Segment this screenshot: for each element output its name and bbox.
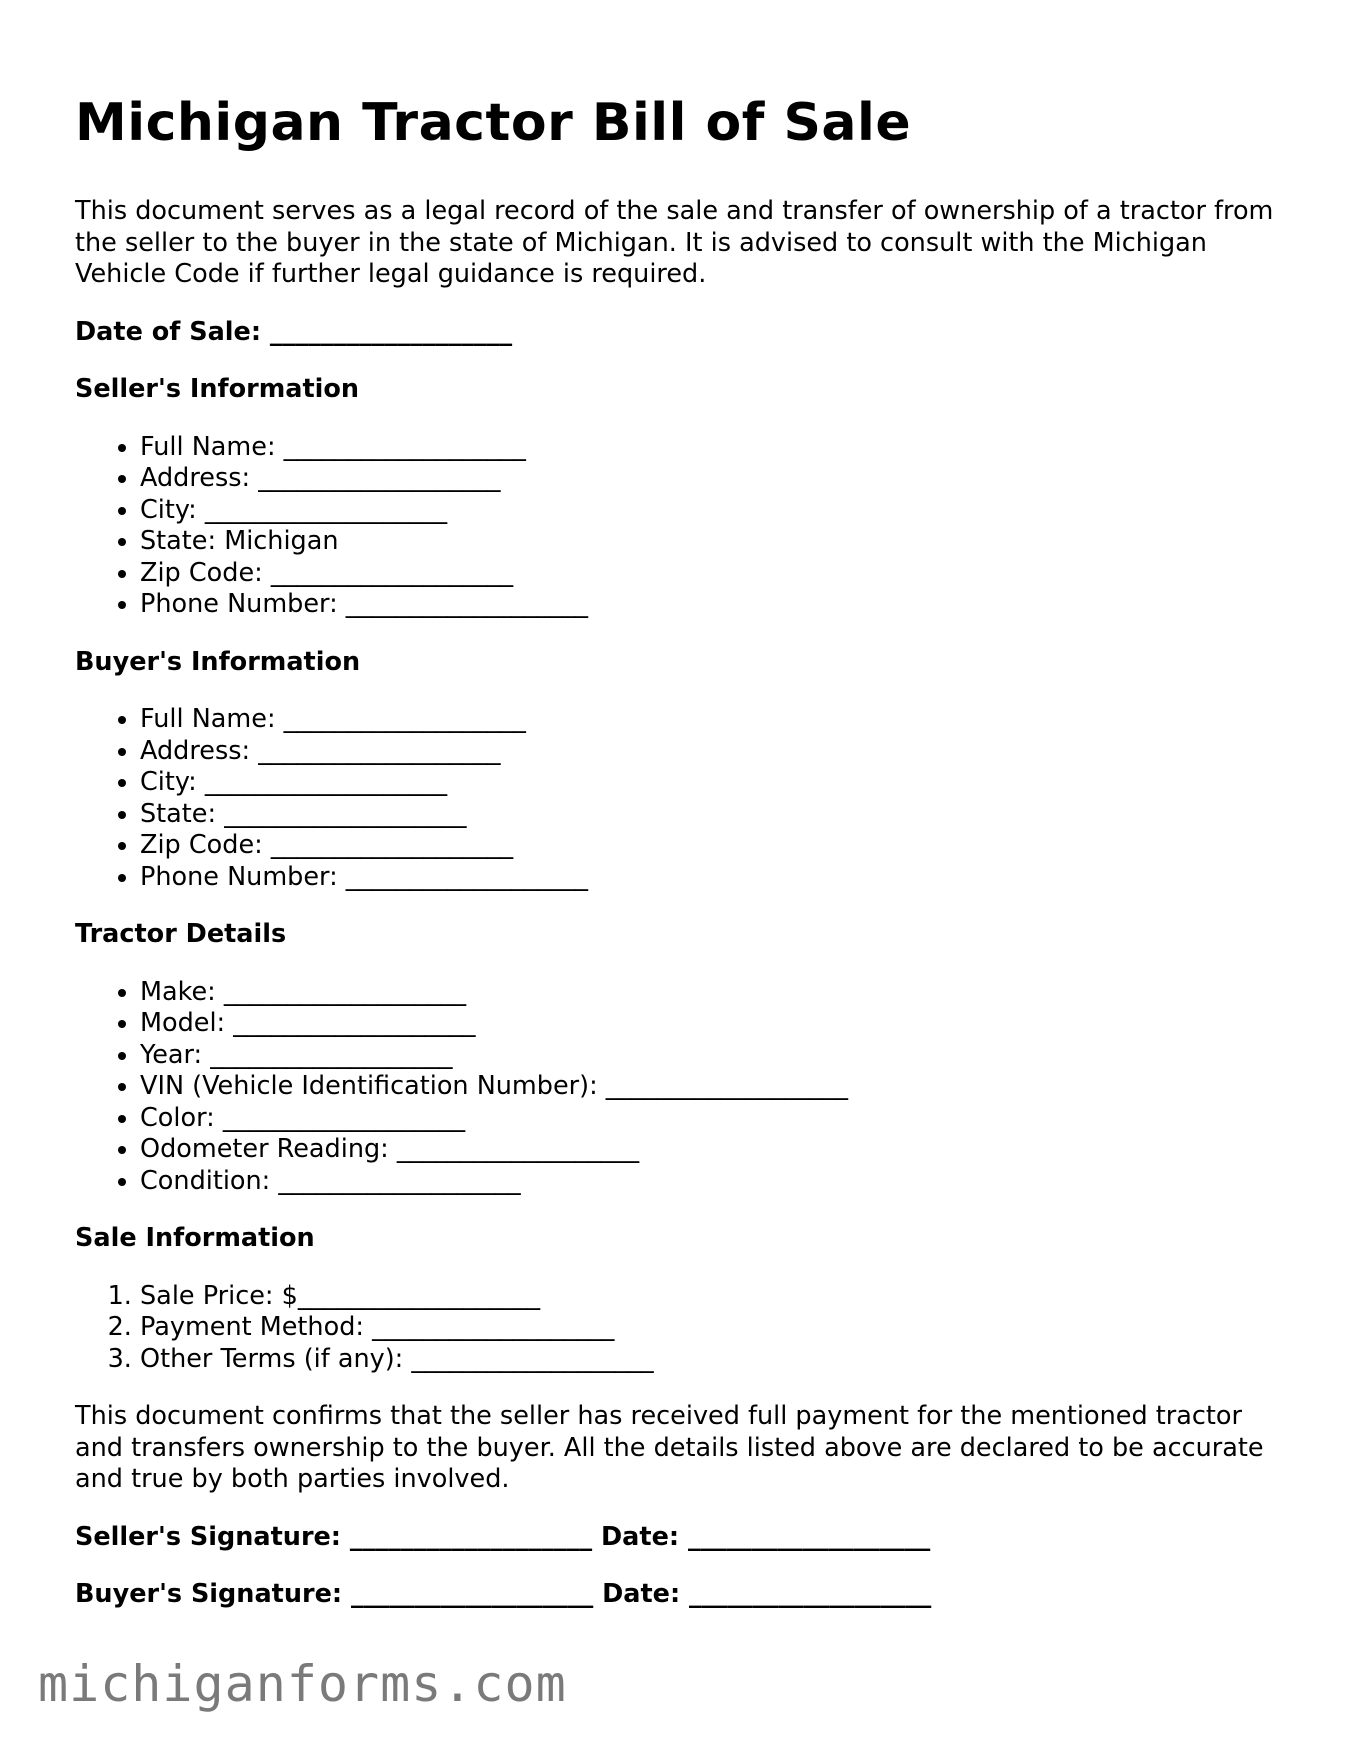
closing-paragraph: This document confirms that the seller has received full payment for the mentioned tractor and transfers ownership to the buyer. All the details listed above are declared to be accurate and true by both parties involved. bbox=[75, 1401, 1264, 1495]
seller-list bbox=[75, 432, 1275, 621]
intro-paragraph: This document serves as a legal record of the sale and transfer of ownership of a tractor from the seller to the buyer in the state of Michigan. It is advised to consult with the Michigan Vehicle Code if further legal guidance is required. bbox=[75, 196, 1274, 290]
page-title: Michigan Tractor Bill of Sale bbox=[75, 93, 912, 153]
other-terms-field[interactable]: 3. Other Terms (if any): ___________________ bbox=[140, 1344, 1275, 1376]
seller-heading: Seller's Information bbox=[75, 374, 360, 405]
seller-zip-field[interactable]: • Zip Code: ___________________ bbox=[140, 558, 1275, 590]
seller-phone-field[interactable]: • Phone Number: ___________________ bbox=[140, 589, 1275, 621]
document-page bbox=[75, 92, 1275, 1611]
buyer-phone-field[interactable]: • Phone Number: ___________________ bbox=[140, 862, 1275, 894]
tractor-year-field[interactable]: • Year: ___________________ bbox=[140, 1040, 1275, 1072]
date-of-sale-field[interactable]: Date of Sale: ___________________ bbox=[75, 316, 513, 347]
buyer-city-field[interactable]: • City: ___________________ bbox=[140, 767, 1275, 799]
buyer-list bbox=[75, 704, 1275, 893]
tractor-condition-field[interactable]: • Condition: ___________________ bbox=[140, 1166, 1275, 1198]
tractor-model-field[interactable]: • Model: ___________________ bbox=[140, 1008, 1275, 1040]
seller-state-field: • State: Michigan bbox=[140, 526, 1275, 558]
tractor-make-field[interactable]: • Make: ___________________ bbox=[140, 977, 1275, 1009]
seller-city-field[interactable]: • City: ___________________ bbox=[140, 495, 1275, 527]
buyer-signature-line[interactable]: Buyer's Signature: ___________________ Date: ___________________ bbox=[75, 1579, 932, 1610]
tractor-odometer-field[interactable]: • Odometer Reading: ___________________ bbox=[140, 1134, 1275, 1166]
tractor-color-field[interactable]: • Color: ___________________ bbox=[140, 1103, 1275, 1135]
tractor-list bbox=[75, 977, 1275, 1198]
sale-heading: Sale Information bbox=[75, 1223, 315, 1254]
buyer-heading: Buyer's Information bbox=[75, 646, 361, 677]
watermark: michiganforms.com bbox=[38, 1655, 567, 1713]
tractor-heading: Tractor Details bbox=[75, 919, 287, 950]
sale-list bbox=[75, 1281, 1275, 1376]
sale-price-field[interactable]: 1. Sale Price: $___________________ bbox=[140, 1281, 1275, 1313]
buyer-state-field[interactable]: • State: ___________________ bbox=[140, 799, 1275, 831]
seller-signature-line[interactable]: Seller's Signature: ___________________ Date: ___________________ bbox=[75, 1521, 931, 1552]
buyer-full-name-field[interactable]: • Full Name: ___________________ bbox=[140, 704, 1275, 736]
payment-method-field[interactable]: 2. Payment Method: ___________________ bbox=[140, 1312, 1275, 1344]
buyer-address-field[interactable]: • Address: ___________________ bbox=[140, 736, 1275, 768]
seller-address-field[interactable]: • Address: ___________________ bbox=[140, 463, 1275, 495]
tractor-vin-field[interactable]: • VIN (Vehicle Identification Number): ___________________ bbox=[140, 1071, 1275, 1103]
seller-full-name-field[interactable]: • Full Name: ___________________ bbox=[140, 432, 1275, 464]
buyer-zip-field[interactable]: • Zip Code: ___________________ bbox=[140, 830, 1275, 862]
